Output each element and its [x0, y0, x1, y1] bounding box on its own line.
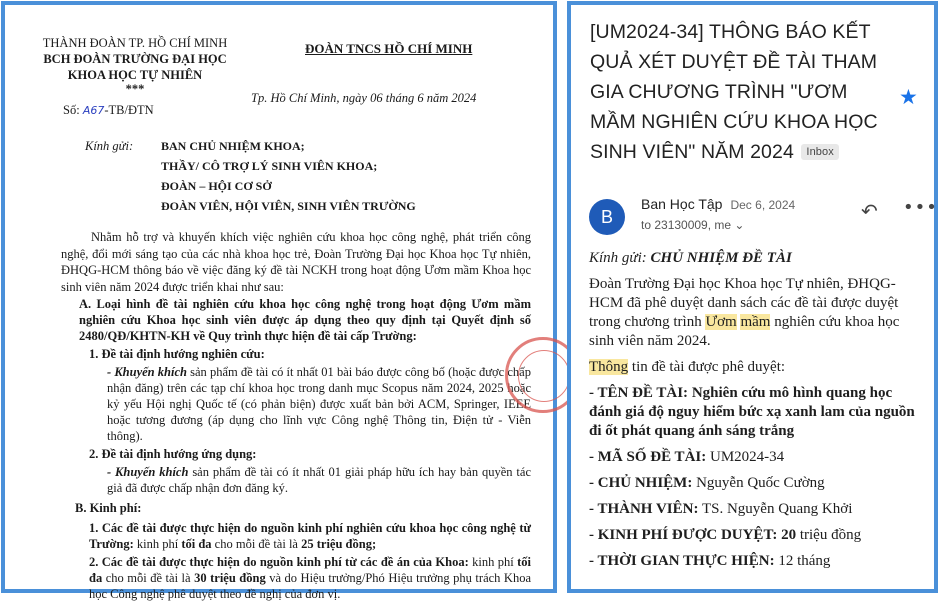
- info-rest: tin đề tài được phê duyệt:: [628, 359, 786, 375]
- email-date: Dec 6, 2024: [730, 198, 796, 212]
- a1-lead: - Khuyến khích: [107, 365, 187, 379]
- field-budget: [589, 526, 927, 545]
- field-leader: [589, 474, 927, 493]
- email-greeting: [589, 249, 927, 268]
- field-label: - MÃ SỐ ĐỀ TÀI:: [589, 449, 707, 465]
- letter-header-left: [19, 35, 251, 95]
- recipient-line: BAN CHỦ NHIỆM KHOA;: [161, 139, 305, 153]
- greeting-label: Kính gửi:: [589, 250, 651, 266]
- official-letter: [5, 5, 553, 601]
- field-duration: [589, 552, 927, 571]
- field-label: - THỜI GIAN THỰC HIỆN:: [589, 553, 775, 569]
- b1-t1: kinh phí: [133, 537, 182, 551]
- letter-date: Tp. Hồ Chí Minh, ngày 06 tháng 6 năm 2024: [251, 91, 477, 105]
- email-intro: [589, 275, 927, 351]
- field-value: Nguyễn Quốc Cường: [692, 475, 825, 491]
- inbox-label[interactable]: Inbox: [801, 144, 838, 160]
- field-member: [589, 500, 927, 519]
- field-label: - THÀNH VIÊN:: [589, 501, 699, 517]
- doc-number-prefix: Số:: [63, 103, 80, 117]
- sender-avatar[interactable]: B: [589, 199, 625, 235]
- a2-body: sản phẩm đề tài có ít nhất 01 giải pháp hữu ích hay bản quyền tác giả đã được chấp nhận đơn đăng ký.: [107, 465, 531, 495]
- a1-body: sản phẩm đề tài có ít nhất 01 bài báo được công bố (hoặc được chấp nhận đăng) trên các tạp chí khoa học trong danh mục Scopus năm 2024, 2025 hoặc kỷ yếu Hội nghị Quốc tế (có phản biện) được xuất bản bởi ACM, Springer, IEEE hoặc tương đương (áp dụng cho lĩnh vực Công nghệ Thông tin, Điện tử - Viễn thông).: [107, 365, 531, 443]
- field-value: Nghiên cứu mô hình quang học đánh giá độ nguy hiểm bức xạ xanh lam của nguồn đi ốt phát quang ánh sáng trắng: [589, 385, 915, 439]
- field-value: TS. Nguyễn Quang Khởi: [698, 501, 853, 517]
- field-value: UM2024-34: [706, 449, 785, 465]
- a1-text: [107, 364, 531, 444]
- highlight-word: mầm: [740, 314, 771, 330]
- doc-number-suffix: -TB/ĐTN: [104, 103, 154, 117]
- highlight-word: Ươm: [705, 314, 737, 330]
- a2-text: [107, 464, 531, 496]
- b2-bold: 2. Các đề tài được thực hiện do nguồn kinh phí từ các đề án của Khoa:: [89, 555, 469, 569]
- b2-t3: và do Hiệu trưởng/Phó Hiệu trưởng phụ trách Khoa học Công nghệ phê duyệt theo đề nghị của đơn vị.: [89, 571, 532, 601]
- section-a: [75, 296, 532, 602]
- recipients-text: to 23130009, me: [641, 218, 732, 232]
- letter-intro: Nhằm hỗ trợ và khuyến khích việc nghiên cứu khoa học công nghệ, phát triển công nghệ, đổi mới sáng tạo của các nhà khoa học trẻ, Đoàn Trường Đại học Khoa học Tự nhiên, ĐHQG-HCM thông báo về việc đăng ký đề tài NCKH trong hoạt động Ươm mầm Khoa học sinh viên năm 2024 được triển khai như sau:: [61, 230, 531, 294]
- doc-number: [63, 103, 154, 118]
- email-info-line: [589, 358, 927, 377]
- field-code: [589, 448, 927, 467]
- b1-b2: tối đa: [181, 537, 212, 551]
- b1-text: [89, 520, 531, 552]
- b1-t2: cho mỗi đề tài là: [211, 537, 302, 551]
- section-a-heading: A. Loại hình đề tài nghiên cứu khoa học công nghệ trong hoạt động Ươm mầm nghiên cứu Khoa học sinh viên được áp dụng theo quy định tại Quyết định số 2480/QĐ/KHTN-KH về Quy trình thực hiện đề tài cấp Trường:: [79, 297, 531, 343]
- field-value: 20: [777, 527, 797, 543]
- b2-b3: 30 triệu đồng: [194, 571, 266, 585]
- a2-title: 2. Đề tài định hướng ứng dụng:: [89, 447, 257, 461]
- sender-line: [641, 196, 795, 212]
- b2-text: [89, 554, 531, 602]
- field-unit: triệu đồng: [796, 527, 862, 543]
- field-label: - TÊN ĐỀ TÀI:: [589, 385, 689, 401]
- b2-t1: kinh phí: [468, 555, 518, 569]
- email-panel: [567, 1, 938, 593]
- star-icon[interactable]: ★: [899, 85, 918, 109]
- recipients-line[interactable]: [641, 218, 744, 232]
- highlight-word: Thông: [589, 359, 629, 375]
- b1-bold: 1. Các đề tài được thực hiện do nguồn kinh phí nghiên cứu khoa học công nghệ từ Trường:: [89, 521, 531, 551]
- recipient-line: ĐOÀN – HỘI CƠ SỞ: [161, 179, 272, 193]
- email-subject: [590, 17, 890, 167]
- b2-b2: tối đa: [89, 555, 531, 585]
- field-value: 12 tháng: [774, 553, 831, 569]
- doc-number-handwritten: A67: [82, 104, 105, 117]
- a2-lead: - Khuyến khích: [107, 465, 189, 479]
- org-line-2: BCH ĐOÀN TRƯỜNG ĐẠI HỌC: [43, 52, 227, 66]
- a1-title: 1. Đề tài định hướng nghiên cứu:: [89, 347, 265, 361]
- recipient-line: ĐOÀN VIÊN, HỘI VIÊN, SINH VIÊN TRƯỜNG: [161, 199, 416, 213]
- sender-name[interactable]: Ban Học Tập: [641, 196, 723, 212]
- letter-header-right: ĐOÀN TNCS HỒ CHÍ MINH: [305, 41, 473, 56]
- recipient-line: THẦY/ CÔ TRỢ LÝ SINH VIÊN KHOA;: [161, 159, 378, 173]
- b2-t2: cho mỗi đề tài là: [102, 571, 195, 585]
- b1-b3: 25 triệu đồng;: [301, 537, 377, 551]
- section-b-heading: B. Kinh phí:: [75, 501, 142, 515]
- letter-greeting: Kính gửi:: [85, 139, 134, 153]
- more-options-icon[interactable]: •••: [903, 197, 938, 218]
- field-title: [589, 384, 927, 441]
- email-subject-text: [UM2024-34] THÔNG BÁO KẾT QUẢ XÉT DUYỆT ĐỀ TÀI THAM GIA CHƯƠNG TRÌNH "ƯƠM MẦM NGHIÊN CỨU KHOA HỌC SINH VIÊN" NĂM 2024: [590, 21, 878, 163]
- intro-post: nghiên cứu khoa học sinh viên năm 2024.: [589, 314, 900, 349]
- chevron-down-icon[interactable]: ⌄: [734, 218, 745, 232]
- org-line-1: THÀNH ĐOÀN TP. HỒ CHÍ MINH: [42, 36, 228, 50]
- reply-icon[interactable]: ↶: [861, 199, 878, 223]
- field-label: - KINH PHÍ ĐƯỢC DUYỆT:: [589, 527, 778, 543]
- letter-panel: [1, 1, 557, 601]
- field-label: - CHỦ NHIỆM:: [589, 475, 693, 491]
- org-line-3: KHOA HỌC TỰ NHIÊN: [67, 68, 203, 82]
- email-body: [589, 249, 927, 578]
- header-stars: ***: [125, 82, 145, 96]
- intro-pre: Đoàn Trường Đại học Khoa học Tự nhiên, ĐHQG-HCM đã phê duyệt danh sách các đề tài được duyệt trong chương trình: [589, 276, 899, 330]
- greeting-recipient: CHỦ NHIỆM ĐỀ TÀI: [650, 250, 792, 266]
